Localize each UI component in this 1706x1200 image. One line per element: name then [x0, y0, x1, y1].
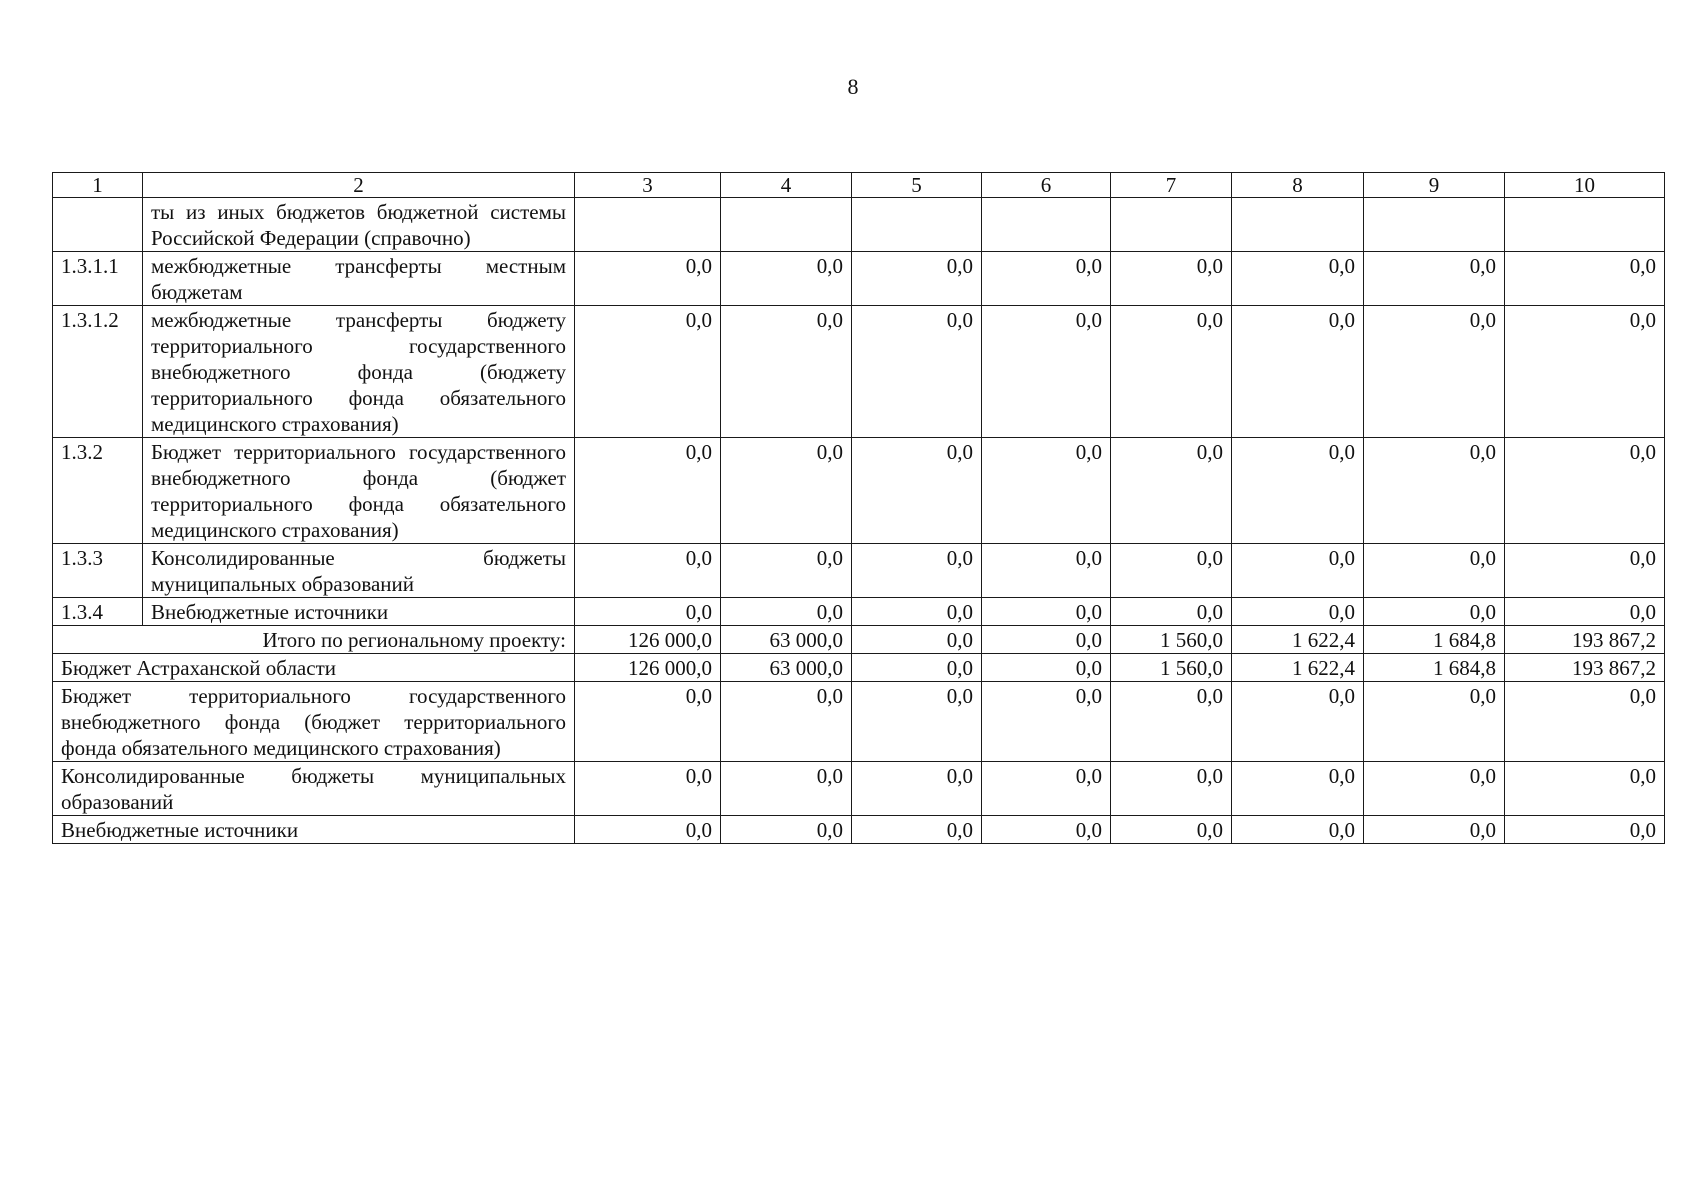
row-value: 0,0 — [575, 438, 721, 544]
row-label: Бюджет территориального государственного внебюджетного фонда (бюджет территориального фонда обязательного медицинского страхования) — [143, 438, 575, 544]
column-header: 6 — [982, 173, 1111, 198]
summary-value: 0,0 — [1232, 682, 1364, 762]
column-header: 10 — [1505, 173, 1665, 198]
row-value: 0,0 — [852, 438, 982, 544]
row-value — [1505, 198, 1665, 252]
summary-value: 0,0 — [1232, 762, 1364, 816]
summary-value: 0,0 — [721, 682, 852, 762]
row-value: 0,0 — [575, 306, 721, 438]
total-value: 1 622,4 — [1232, 626, 1364, 654]
total-value: 1 560,0 — [1111, 626, 1232, 654]
table-row — [53, 252, 1665, 306]
table-row — [53, 438, 1665, 544]
table-row — [53, 598, 1665, 626]
total-value: 193 867,2 — [1505, 626, 1665, 654]
row-value: 0,0 — [1364, 544, 1505, 598]
row-number — [53, 198, 143, 252]
row-value: 0,0 — [575, 598, 721, 626]
summary-label: Внебюджетные источники — [53, 816, 575, 844]
column-header: 2 — [143, 173, 575, 198]
row-number: 1.3.1.1 — [53, 252, 143, 306]
row-value: 0,0 — [1505, 544, 1665, 598]
summary-value: 0,0 — [575, 816, 721, 844]
row-label: ты из иных бюджетов бюджетной системы Российской Федерации (справочно) — [143, 198, 575, 252]
total-value: 0,0 — [852, 626, 982, 654]
row-number: 1.3.3 — [53, 544, 143, 598]
row-value — [982, 198, 1111, 252]
row-value: 0,0 — [575, 544, 721, 598]
row-value: 0,0 — [982, 252, 1111, 306]
row-value: 0,0 — [1232, 252, 1364, 306]
summary-value: 1 622,4 — [1232, 654, 1364, 682]
page-number: 8 — [847, 74, 859, 99]
row-value: 0,0 — [1505, 252, 1665, 306]
row-value: 0,0 — [982, 598, 1111, 626]
row-value — [1232, 198, 1364, 252]
summary-value: 0,0 — [1111, 816, 1232, 844]
summary-value: 0,0 — [1505, 762, 1665, 816]
row-value: 0,0 — [1364, 306, 1505, 438]
row-value: 0,0 — [1232, 544, 1364, 598]
summary-value: 0,0 — [982, 762, 1111, 816]
table-row — [53, 198, 1665, 252]
column-header: 9 — [1364, 173, 1505, 198]
row-value — [721, 198, 852, 252]
row-label: Консолидированные бюджеты муниципальных образований — [143, 544, 575, 598]
summary-value: 0,0 — [1505, 816, 1665, 844]
row-value: 0,0 — [721, 252, 852, 306]
row-value: 0,0 — [575, 252, 721, 306]
total-value: 0,0 — [982, 626, 1111, 654]
row-value: 0,0 — [1232, 306, 1364, 438]
total-label: Итого по региональному проекту: — [53, 626, 575, 654]
row-value: 0,0 — [982, 306, 1111, 438]
summary-value: 0,0 — [1364, 762, 1505, 816]
row-label: межбюджетные трансферты местным бюджетам — [143, 252, 575, 306]
row-value: 0,0 — [852, 306, 982, 438]
column-header: 4 — [721, 173, 852, 198]
row-value: 0,0 — [1232, 438, 1364, 544]
row-value: 0,0 — [1111, 252, 1232, 306]
column-header: 1 — [53, 173, 143, 198]
header-row — [53, 173, 1665, 198]
row-value: 0,0 — [852, 252, 982, 306]
summary-value: 193 867,2 — [1505, 654, 1665, 682]
summary-value: 63 000,0 — [721, 654, 852, 682]
row-value: 0,0 — [1505, 306, 1665, 438]
row-value: 0,0 — [721, 306, 852, 438]
row-value: 0,0 — [1364, 252, 1505, 306]
row-value: 0,0 — [1505, 598, 1665, 626]
row-label: межбюджетные трансферты бюджету территориального государственного внебюджетного фонда (бюджету территориального фонда обязательного медицинского страхования) — [143, 306, 575, 438]
row-value: 0,0 — [982, 544, 1111, 598]
summary-row — [53, 682, 1665, 762]
summary-value: 0,0 — [721, 762, 852, 816]
summary-value: 0,0 — [852, 816, 982, 844]
summary-value: 0,0 — [982, 654, 1111, 682]
summary-row — [53, 762, 1665, 816]
summary-row — [53, 654, 1665, 682]
row-value: 0,0 — [721, 544, 852, 598]
row-value: 0,0 — [1505, 438, 1665, 544]
summary-value: 0,0 — [1111, 762, 1232, 816]
row-value: 0,0 — [721, 598, 852, 626]
row-value — [852, 198, 982, 252]
summary-value: 0,0 — [575, 682, 721, 762]
row-value: 0,0 — [1111, 438, 1232, 544]
row-value: 0,0 — [1111, 306, 1232, 438]
total-value: 1 684,8 — [1364, 626, 1505, 654]
budget-table — [52, 172, 1665, 844]
column-header: 3 — [575, 173, 721, 198]
column-header: 8 — [1232, 173, 1364, 198]
summary-value: 0,0 — [1111, 682, 1232, 762]
total-value: 126 000,0 — [575, 626, 721, 654]
row-value: 0,0 — [1111, 598, 1232, 626]
row-value: 0,0 — [1111, 544, 1232, 598]
row-value — [575, 198, 721, 252]
row-label: Внебюджетные источники — [143, 598, 575, 626]
summary-value: 0,0 — [852, 654, 982, 682]
total-row — [53, 626, 1665, 654]
table-row — [53, 544, 1665, 598]
row-value: 0,0 — [982, 438, 1111, 544]
column-header: 7 — [1111, 173, 1232, 198]
row-value — [1364, 198, 1505, 252]
summary-value: 1 684,8 — [1364, 654, 1505, 682]
summary-value: 0,0 — [575, 762, 721, 816]
row-value: 0,0 — [852, 544, 982, 598]
summary-label: Консолидированные бюджеты муниципальных образований — [53, 762, 575, 816]
summary-value: 0,0 — [982, 816, 1111, 844]
summary-value: 0,0 — [1232, 816, 1364, 844]
row-value: 0,0 — [1364, 438, 1505, 544]
summary-label: Бюджет Астраханской области — [53, 654, 575, 682]
row-number: 1.3.1.2 — [53, 306, 143, 438]
row-value — [1111, 198, 1232, 252]
column-header: 5 — [852, 173, 982, 198]
summary-value: 0,0 — [1505, 682, 1665, 762]
row-number: 1.3.2 — [53, 438, 143, 544]
summary-label: Бюджет территориального государственного внебюджетного фонда (бюджет территориального фонда обязательного медицинского страхования) — [53, 682, 575, 762]
summary-value: 0,0 — [852, 682, 982, 762]
summary-value: 0,0 — [852, 762, 982, 816]
summary-value: 0,0 — [1364, 682, 1505, 762]
summary-row — [53, 816, 1665, 844]
row-value: 0,0 — [852, 598, 982, 626]
summary-value: 0,0 — [982, 682, 1111, 762]
row-value: 0,0 — [1364, 598, 1505, 626]
total-value: 63 000,0 — [721, 626, 852, 654]
row-number: 1.3.4 — [53, 598, 143, 626]
summary-value: 1 560,0 — [1111, 654, 1232, 682]
row-value: 0,0 — [1232, 598, 1364, 626]
summary-value: 0,0 — [721, 816, 852, 844]
summary-value: 126 000,0 — [575, 654, 721, 682]
row-value: 0,0 — [721, 438, 852, 544]
table-body — [53, 173, 1665, 844]
table-row — [53, 306, 1665, 438]
summary-value: 0,0 — [1364, 816, 1505, 844]
